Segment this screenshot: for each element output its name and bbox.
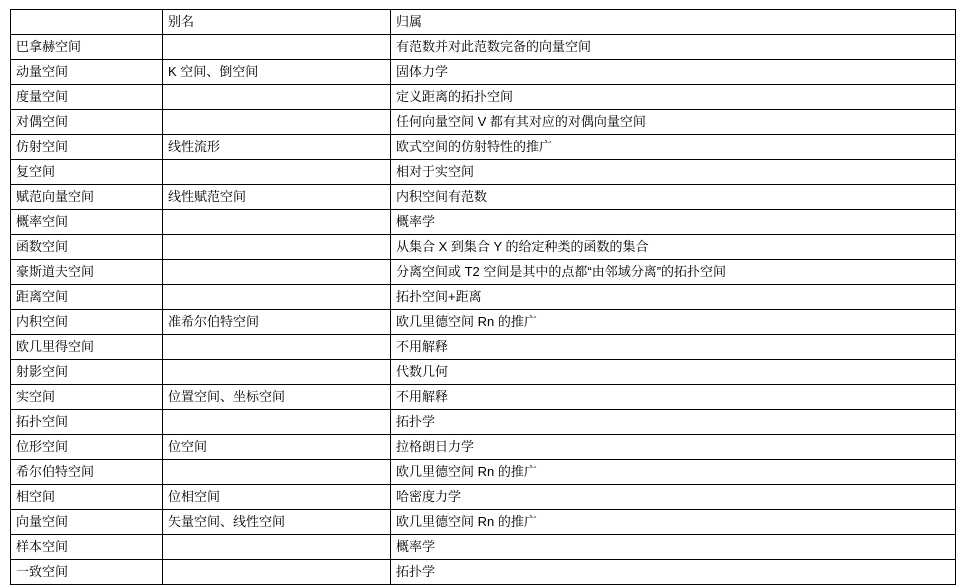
table-row: [11, 210, 956, 235]
cell-alias: 位空间: [163, 435, 391, 460]
cell-alias: K 空间、倒空间: [163, 60, 391, 85]
cell-name: 豪斯道夫空间: [11, 260, 163, 285]
cell-name: 距离空间: [11, 285, 163, 310]
table-row: [11, 135, 956, 160]
table-row: [11, 485, 956, 510]
table-header: [11, 10, 956, 35]
space-types-table: [10, 9, 956, 585]
cell-name: 希尔伯特空间: [11, 460, 163, 485]
cell-belong: 固体力学: [391, 60, 956, 85]
cell-belong: 从集合 X 到集合 Y 的给定种类的函数的集合: [391, 235, 956, 260]
cell-belong: 欧几里德空间 Rn 的推广: [391, 460, 956, 485]
table-row: [11, 60, 956, 85]
cell-belong: 拓扑空间+距离: [391, 285, 956, 310]
cell-belong: 不用解释: [391, 385, 956, 410]
table-row: [11, 35, 956, 60]
cell-alias: [163, 85, 391, 110]
cell-alias: [163, 160, 391, 185]
cell-belong: 欧式空间的仿射特性的推广: [391, 135, 956, 160]
cell-belong: 任何向量空间 V 都有其对应的对偶向量空间: [391, 110, 956, 135]
cell-name: 度量空间: [11, 85, 163, 110]
cell-belong: 内积空间有范数: [391, 185, 956, 210]
cell-name: 拓扑空间: [11, 410, 163, 435]
cell-name: 函数空间: [11, 235, 163, 260]
cell-belong: 概率学: [391, 535, 956, 560]
table-row: [11, 235, 956, 260]
table-row: [11, 310, 956, 335]
table-row: [11, 285, 956, 310]
table-row: [11, 385, 956, 410]
table-row: [11, 185, 956, 210]
cell-belong: 拓扑学: [391, 560, 956, 585]
cell-belong: 欧几里德空间 Rn 的推广: [391, 510, 956, 535]
cell-belong: 分离空间或 T2 空间是其中的点都“由邻域分离”的拓扑空间: [391, 260, 956, 285]
cell-alias: [163, 260, 391, 285]
cell-alias: [163, 35, 391, 60]
table-row: [11, 560, 956, 585]
table-header-row: [11, 10, 956, 35]
table-row: [11, 510, 956, 535]
cell-alias: 矢量空间、线性空间: [163, 510, 391, 535]
cell-alias: [163, 410, 391, 435]
cell-alias: [163, 535, 391, 560]
cell-name: 位形空间: [11, 435, 163, 460]
cell-name: 实空间: [11, 385, 163, 410]
cell-name: 巴拿赫空间: [11, 35, 163, 60]
cell-name: 动量空间: [11, 60, 163, 85]
cell-name: 相空间: [11, 485, 163, 510]
column-header-belong: 归属: [391, 10, 956, 35]
cell-belong: 代数几何: [391, 360, 956, 385]
cell-belong: 相对于实空间: [391, 160, 956, 185]
table-row: [11, 410, 956, 435]
cell-name: 射影空间: [11, 360, 163, 385]
cell-name: 仿射空间: [11, 135, 163, 160]
table-row: [11, 110, 956, 135]
cell-alias: 准希尔伯特空间: [163, 310, 391, 335]
cell-alias: [163, 285, 391, 310]
table-row: [11, 85, 956, 110]
cell-belong: 哈密度力学: [391, 485, 956, 510]
cell-alias: [163, 235, 391, 260]
table-body: [11, 35, 956, 585]
cell-alias: 线性赋范空间: [163, 185, 391, 210]
cell-belong: 定义距离的拓扑空间: [391, 85, 956, 110]
cell-alias: 位相空间: [163, 485, 391, 510]
cell-belong: 不用解释: [391, 335, 956, 360]
cell-name: 向量空间: [11, 510, 163, 535]
cell-name: 概率空间: [11, 210, 163, 235]
cell-alias: [163, 210, 391, 235]
table-row: [11, 435, 956, 460]
column-header-name: [11, 10, 163, 35]
cell-alias: [163, 560, 391, 585]
table-row: [11, 535, 956, 560]
cell-name: 对偶空间: [11, 110, 163, 135]
cell-name: 一致空间: [11, 560, 163, 585]
document-page: [0, 9, 978, 579]
cell-name: 复空间: [11, 160, 163, 185]
cell-name: 样本空间: [11, 535, 163, 560]
cell-belong: 拉格朗日力学: [391, 435, 956, 460]
cell-name: 赋范向量空间: [11, 185, 163, 210]
cell-belong: 欧几里德空间 Rn 的推广: [391, 310, 956, 335]
cell-name: 内积空间: [11, 310, 163, 335]
cell-alias: 线性流形: [163, 135, 391, 160]
table-row: [11, 260, 956, 285]
cell-alias: [163, 110, 391, 135]
table-row: [11, 160, 956, 185]
table-row: [11, 360, 956, 385]
column-header-alias: 别名: [163, 10, 391, 35]
cell-belong: 拓扑学: [391, 410, 956, 435]
cell-alias: [163, 335, 391, 360]
cell-alias: [163, 360, 391, 385]
cell-belong: 概率学: [391, 210, 956, 235]
cell-alias: [163, 460, 391, 485]
cell-belong: 有范数并对此范数完备的向量空间: [391, 35, 956, 60]
table-row: [11, 460, 956, 485]
cell-name: 欧几里得空间: [11, 335, 163, 360]
table-row: [11, 335, 956, 360]
cell-alias: 位置空间、坐标空间: [163, 385, 391, 410]
